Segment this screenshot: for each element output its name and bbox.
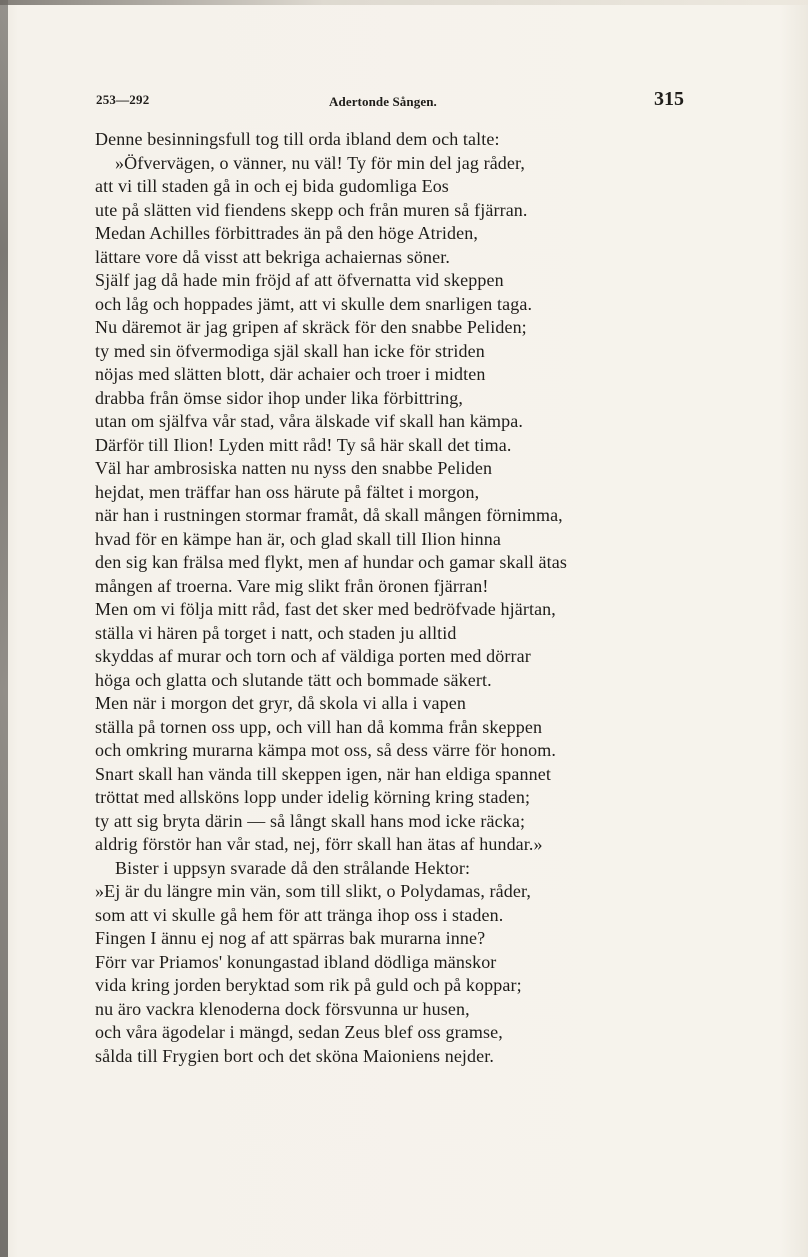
- text-line: att vi till staden gå in och ej bida gudomliga Eos: [95, 176, 449, 196]
- text-line: Nu däremot är jag gripen af skräck för den snabbe Peliden;: [95, 317, 527, 337]
- text-line: nu äro vackra klenoderna dock försvunna ur husen,: [95, 998, 470, 1019]
- text-line: när han i rustningen stormar framåt, då skall mången förnimma,: [95, 505, 563, 525]
- text-line: lättare vore då visst att bekriga achaiernas söner.: [95, 246, 450, 267]
- text-line: vida kring jorden beryktad som rik på guld och på koppar;: [95, 975, 522, 995]
- text-line: drabba från ömse sidor ihop under lika förbittring,: [95, 387, 464, 408]
- text-line: och låg och hoppades jämt, att vi skulle dem snarligen taga.: [95, 293, 533, 314]
- text-line: Därför till Ilion! Lyden mitt råd! Ty så här skall det tima.: [95, 434, 512, 455]
- chapter-title: Adertonde Sången.: [329, 94, 437, 109]
- text-line: nöjas med slätten blott, där achaier och troer i midten: [95, 364, 486, 384]
- text-line: ställa vi hären på torget i natt, och staden ju alltid: [95, 622, 457, 643]
- poem-text: [95, 128, 695, 1068]
- text-line: »Öfvervägen, o vänner, nu väl! Ty för min del jag råder,: [115, 152, 526, 173]
- text-line: ty med sin öfvermodiga själ skall han icke för striden: [95, 340, 485, 361]
- text-line: Men om vi följa mitt råd, fast det sker med bedröfvade hjärtan,: [95, 599, 556, 619]
- text-line: Fingen I ännu ej nog af att spärras bak murarna inne?: [95, 928, 486, 948]
- text-line: Väl har ambrosiska natten nu nyss den snabbe Peliden: [95, 458, 493, 478]
- scan-left-edge: [0, 0, 8, 1257]
- text-line: och våra ägodelar i mängd, sedan Zeus blef oss gramse,: [95, 1022, 503, 1042]
- text-line: Själf jag då hade min fröjd af att öfvernatta vid skeppen: [95, 270, 504, 290]
- text-line: ty att sig bryta därin — så långt skall hans mod icke räcka;: [95, 810, 526, 831]
- line-range: 253—292: [96, 92, 150, 107]
- text-line: skyddas af murar och torn och af väldiga porten med dörrar: [95, 646, 531, 666]
- text-line: Förr var Priamos' konungastad ibland dödliga mänskor: [95, 951, 497, 972]
- text-line: höga och glatta och slutande tätt och bommade säkert.: [95, 669, 492, 690]
- text-line: Snart skall han vända till skeppen igen, när han eldiga spannet: [95, 763, 551, 784]
- text-line: och omkring murarna kämpa mot oss, så dess värre för honom.: [95, 740, 556, 760]
- scan-top-edge: [0, 0, 808, 5]
- text-line: tröttat med allsköns lopp under idelig körning kring staden;: [95, 787, 531, 807]
- text-line: den sig kan frälsa med flykt, men af hundar och gamar skall ätas: [95, 552, 568, 572]
- text-line: utan om själfva vår stad, våra älskade vif skall han kämpa.: [95, 411, 523, 431]
- text-line: sålda till Frygien bort och det sköna Maioniens nejder.: [95, 1045, 495, 1066]
- text-line: som att vi skulle gå hem för att tränga ihop oss i staden.: [95, 904, 504, 925]
- text-line: Men när i morgon det gryr, då skola vi alla i vapen: [95, 693, 466, 713]
- page-number: 315: [654, 88, 684, 110]
- text-line: Medan Achilles förbittrades än på den höge Atriden,: [95, 223, 479, 243]
- text-line: ute på slätten vid fiendens skepp och från muren så fjärran.: [95, 199, 528, 220]
- text-line: hvad för en kämpe han är, och glad skall till Ilion hinna: [95, 528, 502, 549]
- text-line: Denne besinningsfull tog till orda ibland dem och talte:: [95, 129, 500, 149]
- text-line: Bister i uppsyn svarade då den strålande Hektor:: [115, 857, 471, 878]
- text-line: hejdat, men träffar han oss härute på fältet i morgon,: [95, 481, 480, 502]
- text-line: aldrig förstör han vår stad, nej, förr skall han ätas af hundar.»: [95, 834, 543, 854]
- text-line: mången af troerna. Vare mig slikt från öronen fjärran!: [95, 575, 489, 596]
- text-line: »Ej är du längre min vän, som till slikt, o Polydamas, råder,: [95, 881, 532, 901]
- text-line: ställa på tornen oss upp, och vill han då komma från skeppen: [95, 716, 543, 737]
- page-header: [96, 88, 686, 116]
